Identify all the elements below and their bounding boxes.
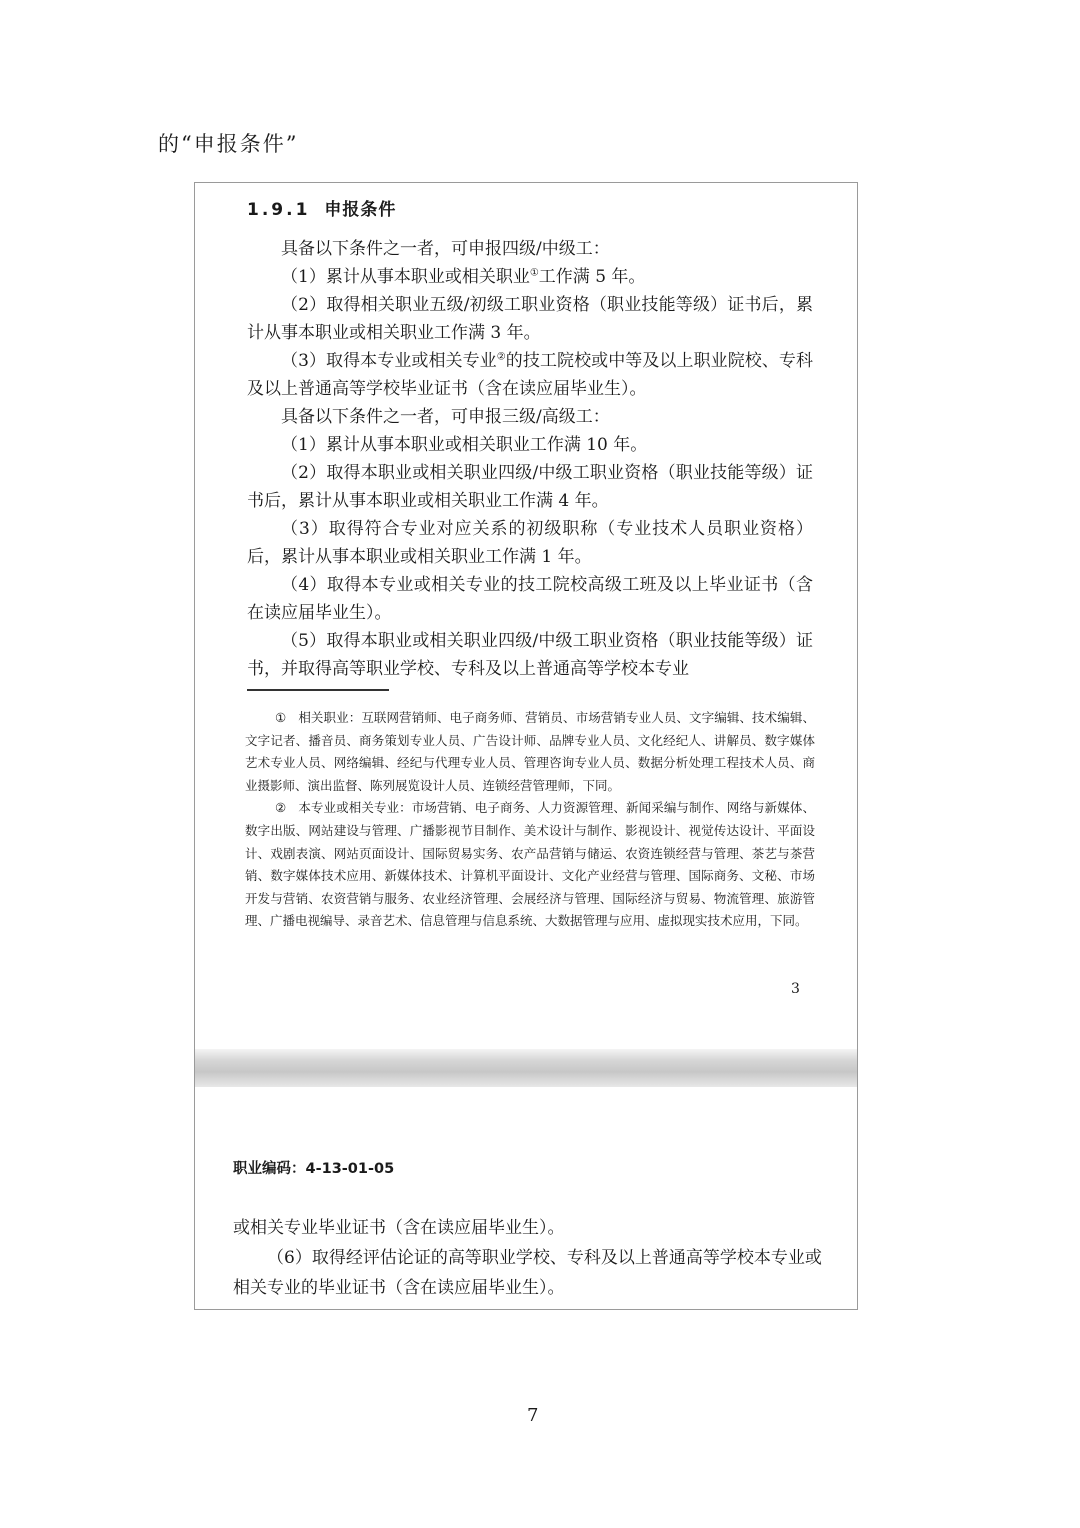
paragraph-level4-item3: （3）取得本专业或相关专业②的技工院校或中等及以上职业院校、专科及以上普通高等学校毕业证书（含在读应届毕业生）。: [247, 351, 814, 399]
excerpt-frame: [194, 182, 858, 1310]
paragraph-level4-item1: （1）累计从事本职业或相关职业①工作满 5 年。: [281, 267, 646, 287]
footnote-2: ② 本专业或相关专业：市场营销、电子商务、人力资源管理、新闻采编与制作、网络与新媒体、数字出版、网站建设与管理、广播影视节目制作、美术设计与制作、影视设计、视觉传达设计、平面设计、戏剧表演、网站页面设计、国际贸易实务、农产品营销与储运、农资连锁经营与管理、茶艺与茶营销、数字媒体技术应用、新媒体技术、计算机平面设计、文化产业经营与管理、国际商务、文秘、市场开发与营销、农资营销与服务、农业经济管理、会展经济与管理、国际经济与贸易、物流管理、旅游管理、广播电视编导、录音艺术、信息管理与信息系统、大数据管理与应用、虚拟现实技术应用，下同。: [245, 800, 815, 929]
footnote-1: ① 相关职业：互联网营销师、电子商务师、营销员、市场营销专业人员、文字编辑、技术编辑、文字记者、播音员、商务策划专业人员、广告设计师、品牌专业人员、文化经纪人、讲解员、数字媒体艺术专业人员、网络编辑、经纪与代理专业人员、管理咨询专业人员、数据分析处理工程技术人员、商业摄影师、演出监督、陈列展览设计人员、连锁经营管理师，下同。: [245, 710, 815, 793]
paragraph-level3-item6: （6）取得经评估论证的高等职业学校、专科及以上普通高等学校本专业或相关专业的毕业证书（含在读应届毕业生）。: [233, 1248, 822, 1298]
section-number: 1.9.1: [247, 200, 311, 220]
footnote-ref-2: ②: [496, 351, 506, 363]
paragraph-level4-intro: 具备以下条件之一者，可申报四级/中级工：: [281, 239, 610, 259]
paragraph-level4-item2: （2）取得相关职业五级/初级工职业资格（职业技能等级）证书后，累计从事本职业或相关职业工作满 3 年。: [247, 295, 813, 343]
footnotes: [245, 707, 815, 933]
continued-line: 或相关专业毕业证书（含在读应届毕业生）。: [233, 1218, 565, 1238]
section-heading: [247, 195, 396, 220]
footnote-ref-1: ①: [529, 267, 539, 279]
paragraph-level3-item4: （4）取得本专业或相关专业的技工院校高级工班及以上毕业证书（含在读应届毕业生）。: [247, 575, 813, 623]
footnote-rule: [247, 689, 389, 691]
inner-page-number: 3: [791, 981, 800, 997]
paragraph-level3-item2: （2）取得本职业或相关职业四级/中级工职业资格（职业技能等级）证书后，累计从事本职业或相关职业工作满 4 年。: [247, 463, 813, 511]
paragraph-level3-item3: （3）取得符合专业对应关系的初级职称（专业技术人员职业资格）后，累计从事本职业或相关职业工作满 1 年。: [247, 519, 813, 567]
page-divider: [195, 1049, 857, 1087]
paragraph-level3-item1: （1）累计从事本职业或相关职业工作满 10 年。: [281, 435, 648, 455]
intro-caption: 的“申报条件”: [158, 132, 299, 156]
occupation-code: 职业编码：4-13-01-05: [233, 1161, 395, 1177]
section-body: [247, 235, 813, 683]
paragraph-level3-intro: 具备以下条件之一者，可申报三级/高级工：: [281, 407, 610, 427]
continued-text: [233, 1213, 833, 1303]
section-title: 申报条件: [324, 200, 397, 220]
page-number: 7: [527, 1405, 539, 1426]
paragraph-level3-item5: （5）取得本职业或相关职业四级/中级工职业资格（职业技能等级）证书，并取得高等职业学校、专科及以上普通高等学校本专业: [247, 631, 813, 679]
